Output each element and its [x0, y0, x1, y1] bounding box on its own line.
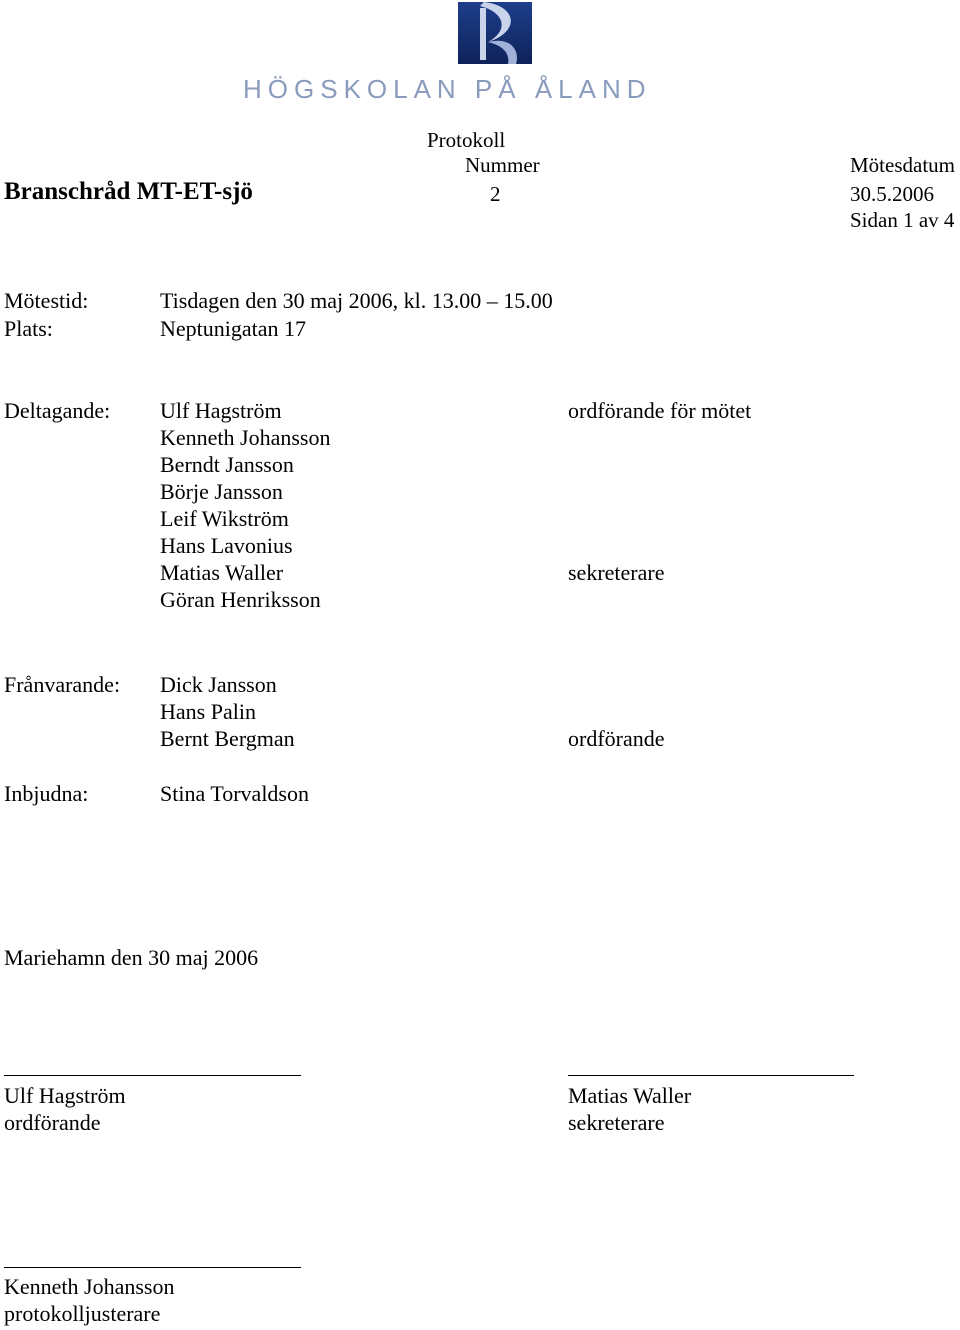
- participant-role: [568, 586, 751, 613]
- invited-label: Inbjudna:: [4, 781, 89, 806]
- participant-list: [160, 397, 330, 613]
- page-info: Sidan 1 av 4: [850, 208, 955, 232]
- participant-role: [568, 505, 751, 532]
- place-date: Mariehamn den 30 maj 2006: [4, 945, 259, 970]
- participant-name: Hans Lavonius: [160, 533, 293, 558]
- participant-role: [568, 478, 751, 505]
- signature-block: [568, 1082, 691, 1136]
- participant-role: [568, 424, 751, 451]
- signatory-role: ordförande: [4, 1110, 101, 1135]
- number-value: 2: [490, 182, 501, 206]
- participant-name: Berndt Jansson: [160, 452, 294, 477]
- absent-roles: [568, 671, 665, 752]
- signatory-role: protokolljusterare: [4, 1301, 161, 1326]
- document-type: Protokoll: [427, 128, 506, 152]
- participant-name: Göran Henriksson: [160, 587, 321, 612]
- absent-name: Dick Jansson: [160, 672, 277, 697]
- meeting-time-label: Mötestid:: [4, 288, 89, 313]
- participant-name: Börje Jansson: [160, 479, 283, 504]
- participants-label: Deltagande:: [4, 398, 111, 423]
- participant-role: [568, 451, 751, 478]
- absent-role: [568, 698, 665, 725]
- participant-name: Leif Wikström: [160, 506, 289, 531]
- participant-name: Kenneth Johansson: [160, 425, 331, 450]
- participant-name: Matias Waller: [160, 560, 284, 585]
- signature-line: [568, 1075, 854, 1076]
- participant-role: sekreterare: [568, 560, 665, 585]
- absent-role: ordförande: [568, 726, 665, 751]
- logo-wordmark: HÖGSKOLAN PÅ ÅLAND: [243, 74, 652, 104]
- absent-list: [160, 671, 295, 752]
- participant-role: [568, 532, 751, 559]
- participant-role: ordförande för mötet: [568, 398, 752, 423]
- signatory-name: Ulf Hagström: [4, 1083, 126, 1108]
- absent-name: Hans Palin: [160, 699, 256, 724]
- invited-name: Stina Torvaldson: [160, 781, 309, 806]
- participant-name: Ulf Hagström: [160, 398, 282, 423]
- absent-role: [568, 671, 665, 698]
- document-title: Branschråd MT-ET-sjö: [4, 178, 253, 205]
- absent-label: Frånvarande:: [4, 672, 121, 697]
- meeting-place-value: Neptunigatan 17: [160, 316, 307, 341]
- signature-block: [4, 1273, 174, 1327]
- absent-name: Bernt Bergman: [160, 726, 295, 751]
- signatory-name: Matias Waller: [568, 1083, 692, 1108]
- signature-line: [4, 1267, 301, 1268]
- signatory-role: sekreterare: [568, 1110, 665, 1135]
- meeting-place-label: Plats:: [4, 316, 53, 341]
- date-value: 30.5.2006: [850, 182, 934, 206]
- meeting-time-value: Tisdagen den 30 maj 2006, kl. 13.00 – 15.00: [160, 288, 553, 313]
- number-label: Nummer: [465, 153, 540, 177]
- logo-emblem: [458, 2, 532, 64]
- date-label: Mötesdatum: [850, 153, 955, 177]
- signature-line: [4, 1075, 301, 1076]
- signatory-name: Kenneth Johansson: [4, 1274, 175, 1299]
- participant-roles: [568, 397, 751, 613]
- signature-block: [4, 1082, 126, 1136]
